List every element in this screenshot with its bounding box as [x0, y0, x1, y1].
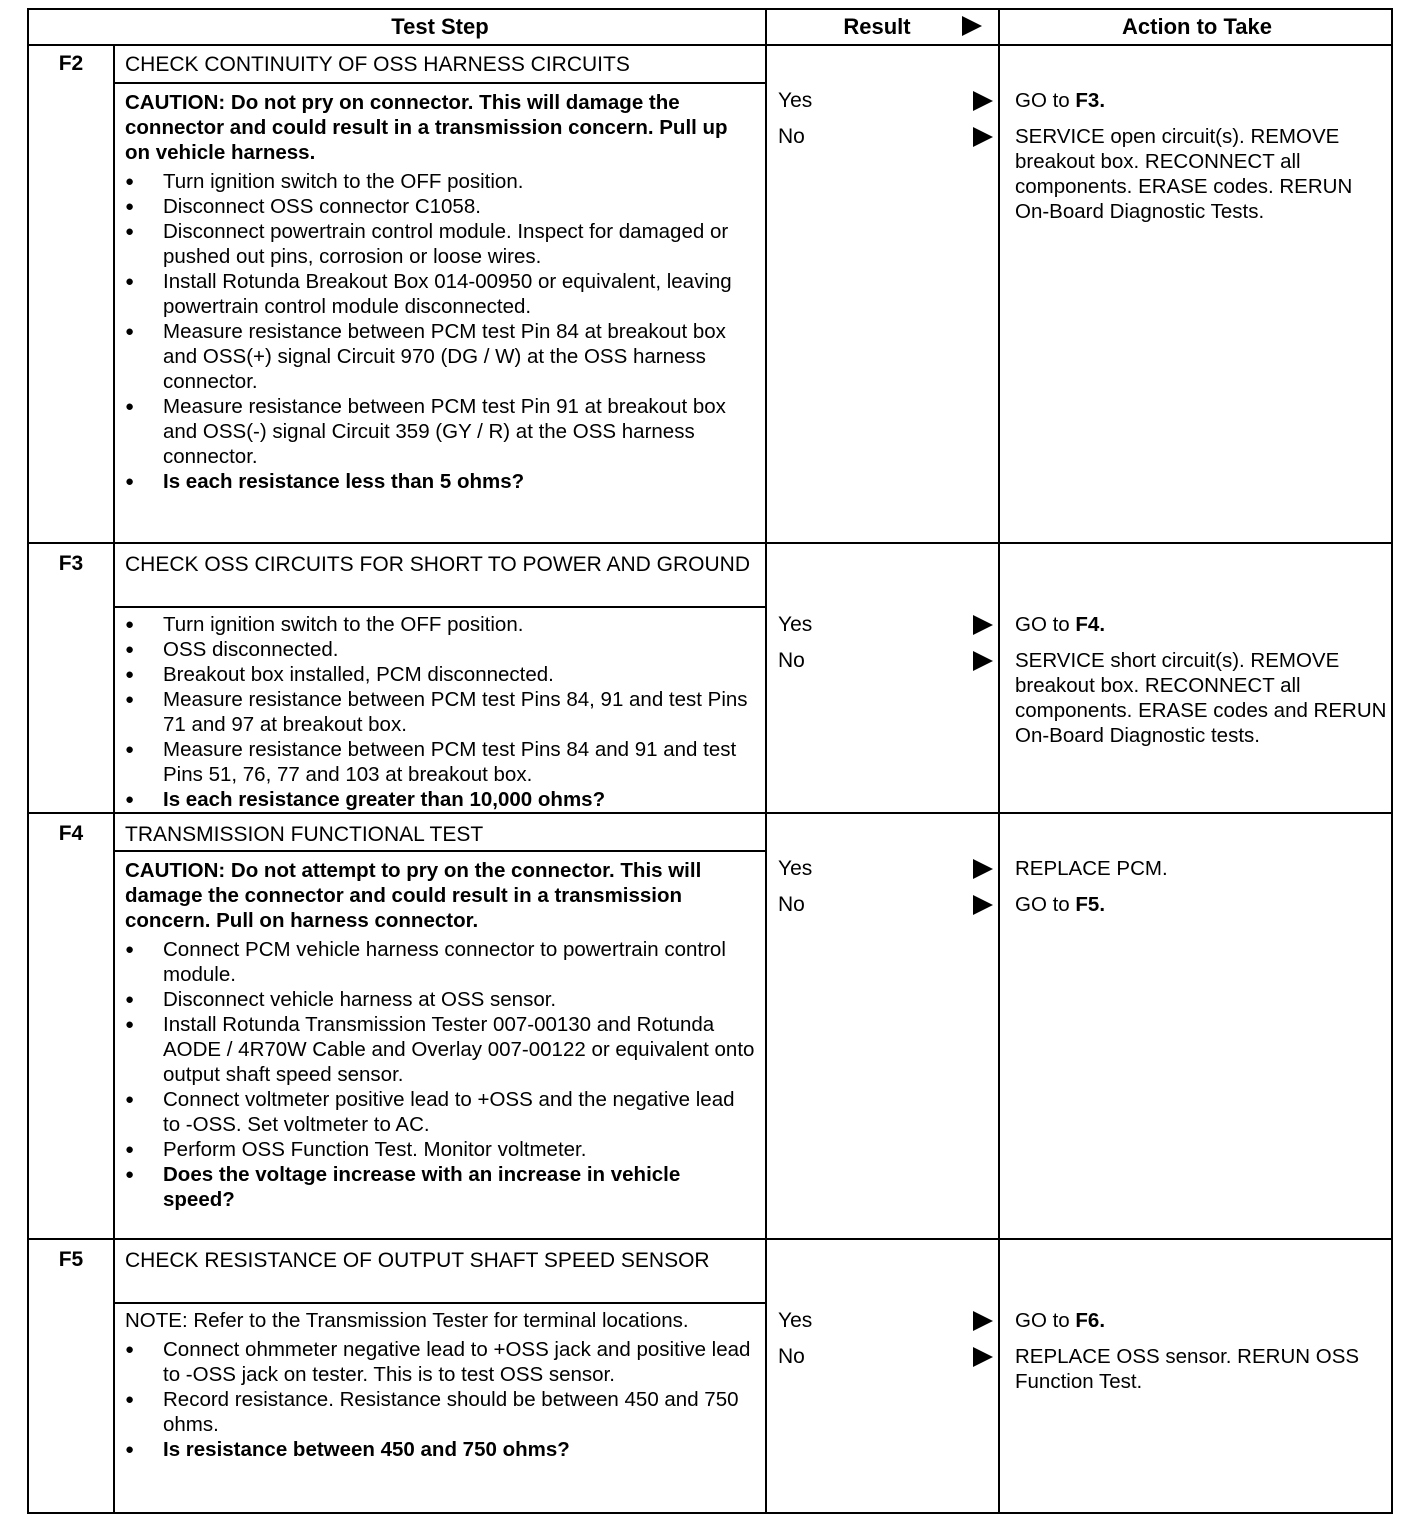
question-item: ● Is each resistance less than 5 ohms?: [125, 469, 755, 494]
action-text: SERVICE open circuit(s). REMOVE breakout box. RECONNECT all components. ERASE codes. RERUN On-Board Diagnostic Tests.: [1015, 125, 1353, 223]
step-title: CHECK RESISTANCE OF OUTPUT SHAFT SPEED SENSOR: [125, 1249, 710, 1272]
action-no: [1015, 124, 1391, 224]
action-yes: [1015, 1308, 1391, 1333]
step-id: F3: [58, 552, 84, 575]
id-column-divider: [113, 46, 115, 1512]
action-text: GO to: [1015, 613, 1076, 636]
result-column: [778, 1308, 998, 1380]
title-divider: [115, 850, 765, 852]
step-body: [125, 90, 755, 494]
action-text: SERVICE short circuit(s). REMOVE breakout box. RECONNECT all components. ERASE codes and RERUN On-Board Diagnostic tests.: [1015, 649, 1387, 747]
action-ref: F6.: [1075, 1309, 1106, 1332]
step-body: [125, 1308, 755, 1462]
header-test-step: Test Step: [391, 14, 489, 39]
arrow-icon: [973, 859, 993, 879]
action-ref: F4.: [1075, 613, 1106, 636]
list-item: ● Turn ignition switch to the OFF position.: [125, 169, 755, 194]
action-text: GO to: [1015, 893, 1076, 916]
arrow-icon: [973, 1311, 993, 1331]
step-id: F5: [58, 1248, 84, 1271]
result-label: No: [778, 125, 805, 148]
diagnostic-table: [27, 8, 1393, 1514]
result-label: Yes: [778, 613, 813, 636]
action-column: [1015, 856, 1391, 928]
header-divider: [29, 44, 1391, 46]
result-column: [778, 856, 998, 928]
arrow-icon: [973, 651, 993, 671]
row-divider: [29, 1238, 1391, 1240]
result-column: [778, 88, 998, 160]
bullet-list: [125, 937, 755, 1212]
action-no: [1015, 892, 1391, 917]
action-yes: [1015, 88, 1391, 113]
bullet-list: [125, 612, 755, 812]
result-label: Yes: [778, 89, 813, 112]
action-column-divider: [998, 10, 1000, 1512]
result-column: [778, 612, 998, 684]
list-item: ● Connect PCM vehicle harness connector to powertrain control module.: [125, 937, 755, 987]
result-label: No: [778, 1345, 805, 1368]
action-no: [1015, 648, 1391, 748]
result-yes: [778, 856, 998, 892]
step-title: CHECK OSS CIRCUITS FOR SHORT TO POWER AND GROUND: [125, 553, 751, 576]
arrow-icon: [973, 895, 993, 915]
list-item: ● Measure resistance between PCM test Pin 91 at breakout box and OSS(-) signal Circuit 359 (GY / R) at the OSS harness connector.: [125, 394, 755, 469]
title-divider: [115, 1302, 765, 1304]
result-no: [778, 892, 998, 928]
step-body: [125, 612, 755, 812]
question-item: ● Is resistance between 450 and 750 ohms?: [125, 1437, 755, 1462]
arrow-icon: [973, 91, 993, 111]
arrow-icon: [973, 127, 993, 147]
title-divider: [115, 606, 765, 608]
result-label: No: [778, 893, 805, 916]
header-arrow-icon: [962, 16, 982, 36]
action-yes: [1015, 612, 1391, 637]
action-column: [1015, 612, 1391, 759]
action-ref: F3.: [1075, 89, 1106, 112]
title-divider: [115, 82, 765, 84]
action-column: [1015, 1308, 1391, 1405]
list-item: ● Measure resistance between PCM test Pin 84 at breakout box and OSS(+) signal Circuit 970 (DG / W) at the OSS harness connector.: [125, 319, 755, 394]
list-item: ● Connect ohmmeter negative lead to +OSS jack and positive lead to -OSS jack on tester. This is to test OSS sensor.: [125, 1337, 755, 1387]
action-no: [1015, 1344, 1391, 1394]
result-no: [778, 648, 998, 684]
result-yes: [778, 1308, 998, 1344]
result-yes: [778, 88, 998, 124]
list-item: ● Measure resistance between PCM test Pins 84, 91 and test Pins 71 and 97 at breakout box.: [125, 687, 755, 737]
row-divider: [29, 542, 1391, 544]
arrow-icon: [973, 1347, 993, 1367]
result-label: Yes: [778, 1309, 813, 1332]
arrow-icon: [973, 615, 993, 635]
step-body: [125, 858, 755, 1212]
result-label: No: [778, 649, 805, 672]
result-column-divider: [765, 10, 767, 1512]
result-yes: [778, 612, 998, 648]
step-title: CHECK CONTINUITY OF OSS HARNESS CIRCUITS: [125, 53, 630, 76]
step-title: TRANSMISSION FUNCTIONAL TEST: [125, 823, 484, 846]
step-id: F4: [58, 822, 84, 845]
result-no: [778, 124, 998, 160]
action-text: GO to: [1015, 1309, 1076, 1332]
list-item: ● Install Rotunda Transmission Tester 007-00130 and Rotunda AODE / 4R70W Cable and Overlay 007-00122 or equivalent onto output shaft speed sensor.: [125, 1012, 755, 1087]
question-item: ● Is each resistance greater than 10,000 ohms?: [125, 787, 755, 812]
list-item: ● Measure resistance between PCM test Pins 84 and 91 and test Pins 51, 76, 77 and 103 at breakout box.: [125, 737, 755, 787]
action-yes: [1015, 856, 1391, 881]
list-item: ● Disconnect vehicle harness at OSS sensor.: [125, 987, 755, 1012]
row-divider: [29, 812, 1391, 814]
list-item: ● Breakout box installed, PCM disconnected.: [125, 662, 755, 687]
bullet-list: [125, 169, 755, 494]
list-item: ● Turn ignition switch to the OFF position.: [125, 612, 755, 637]
question-item: ● Does the voltage increase with an increase in vehicle speed?: [125, 1162, 755, 1212]
note-text: NOTE: Refer to the Transmission Tester for terminal locations.: [125, 1309, 689, 1332]
list-item: ● OSS disconnected.: [125, 637, 755, 662]
action-text: REPLACE PCM.: [1015, 857, 1168, 880]
list-item: ● Disconnect powertrain control module. Inspect for damaged or pushed out pins, corrosion or loose wires.: [125, 219, 755, 269]
action-text: REPLACE OSS sensor. RERUN OSS Function Test.: [1015, 1345, 1360, 1393]
list-item: ● Record resistance. Resistance should be between 450 and 750 ohms.: [125, 1387, 755, 1437]
list-item: ● Perform OSS Function Test. Monitor voltmeter.: [125, 1137, 755, 1162]
list-item: ● Install Rotunda Breakout Box 014-00950 or equivalent, leaving powertrain control module disconnected.: [125, 269, 755, 319]
header-result: [767, 10, 999, 44]
action-ref: F5.: [1075, 893, 1106, 916]
caution-text: CAUTION: Do not pry on connector. This will damage the connector and could result in a transmission concern. Pull up on vehicle harness.: [125, 91, 728, 164]
list-item: ● Connect voltmeter positive lead to +OSS and the negative lead to -OSS. Set voltmeter to AC.: [125, 1087, 755, 1137]
action-text: GO to: [1015, 89, 1076, 112]
list-item: ● Disconnect OSS connector C1058.: [125, 194, 755, 219]
result-label: Yes: [778, 857, 813, 880]
bullet-list: [125, 1337, 755, 1462]
header-result-label: Result: [843, 14, 911, 39]
action-column: [1015, 88, 1391, 235]
step-id: F2: [58, 52, 84, 75]
result-no: [778, 1344, 998, 1380]
header-action: Action to Take: [1122, 14, 1272, 39]
caution-text: CAUTION: Do not attempt to pry on the connector. This will damage the connector and could result in a transmission concern. Pull on harness connector.: [125, 859, 702, 932]
